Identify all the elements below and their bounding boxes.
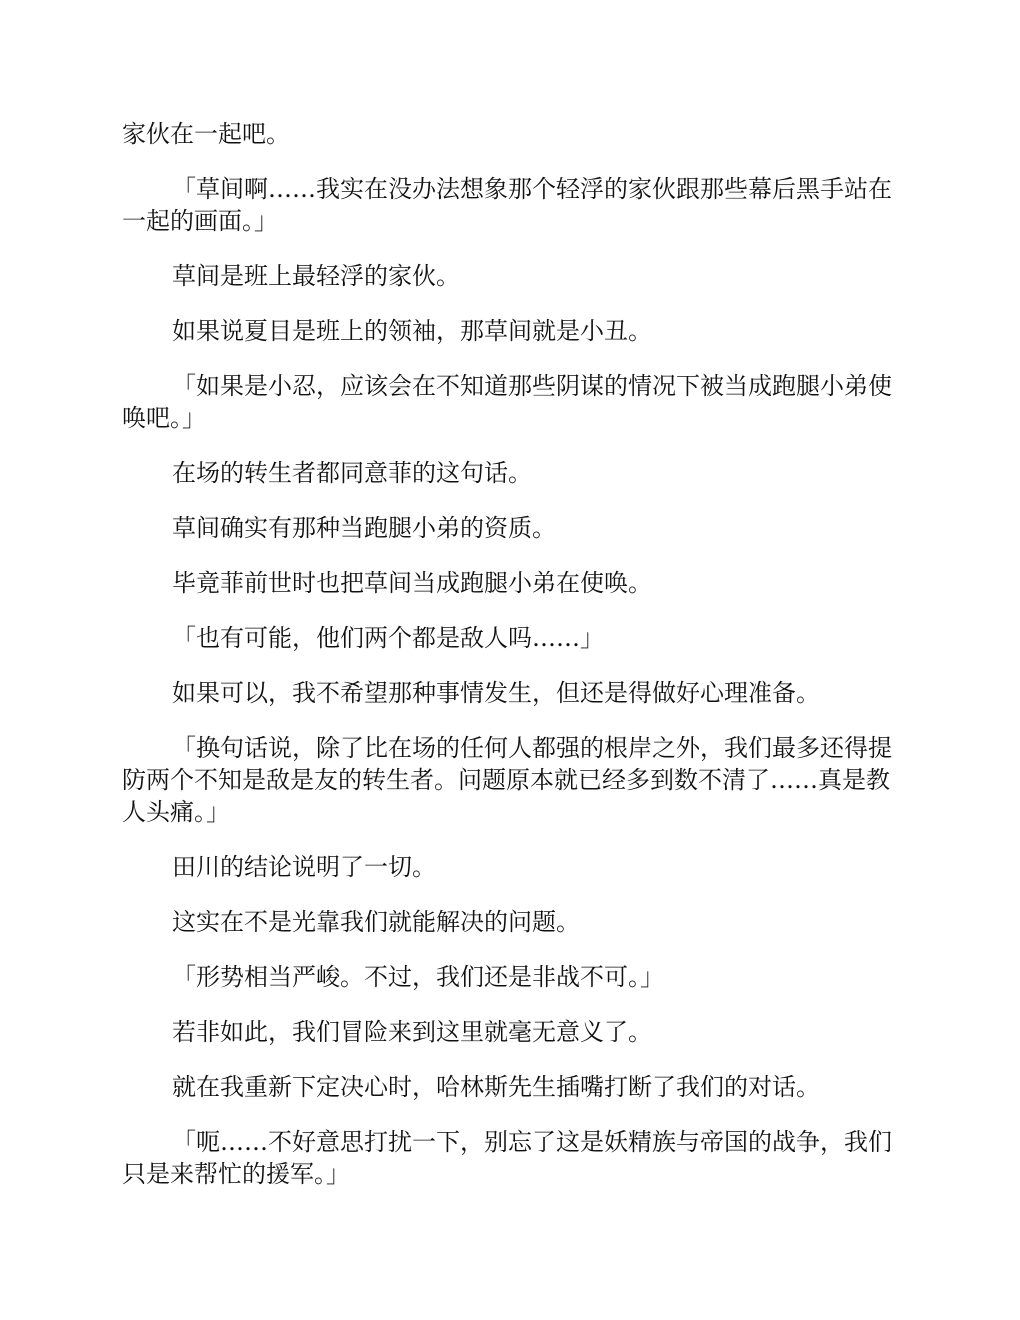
paragraph: 草间确实有那种当跑腿小弟的资质。 — [172, 514, 556, 542]
paragraph: 「形势相当严峻。不过，我们还是非战不可。」 — [172, 963, 664, 991]
paragraph: 这实在不是光靠我们就能解决的问题。 — [172, 908, 580, 936]
paragraph: 田川的结论说明了一切。 — [172, 853, 436, 881]
paragraph: 「也有可能，他们两个都是敌人吗……」 — [172, 624, 604, 652]
paragraph: 毕竟菲前世时也把草间当成跑腿小弟在使唤。 — [172, 569, 652, 597]
paragraph: 就在我重新下定决心时，哈林斯先生插嘴打断了我们的对话。 — [172, 1073, 820, 1101]
paragraph: 家伙在一起吧。 — [122, 120, 290, 148]
paragraph: 如果可以，我不希望那种事情发生，但还是得做好心理准备。 — [172, 679, 820, 707]
paragraph: 「换句话说，除了比在场的任何人都强的根岸之外，我们最多还得提防两个不知是敌是友的转生者。问题原本就已经多到数不清了……真是教人头痛。」 — [122, 734, 892, 826]
paragraph: 草间是班上最轻浮的家伙。 — [172, 262, 460, 290]
paragraph: 「呃……不好意思打扰一下，别忘了这是妖精族与帝国的战争，我们只是来帮忙的援军。」 — [122, 1128, 892, 1188]
paragraph: 在场的转生者都同意菲的这句话。 — [172, 459, 532, 487]
paragraph: 如果说夏目是班上的领袖，那草间就是小丑。 — [172, 317, 652, 345]
paragraph: 「如果是小忍，应该会在不知道那些阴谋的情况下被当成跑腿小弟使唤吧。」 — [122, 372, 892, 432]
document-page — [122, 118, 898, 1213]
paragraph: 若非如此，我们冒险来到这里就毫无意义了。 — [172, 1018, 652, 1046]
paragraph: 「草间啊……我实在没办法想象那个轻浮的家伙跟那些幕后黑手站在一起的画面。」 — [122, 175, 892, 235]
